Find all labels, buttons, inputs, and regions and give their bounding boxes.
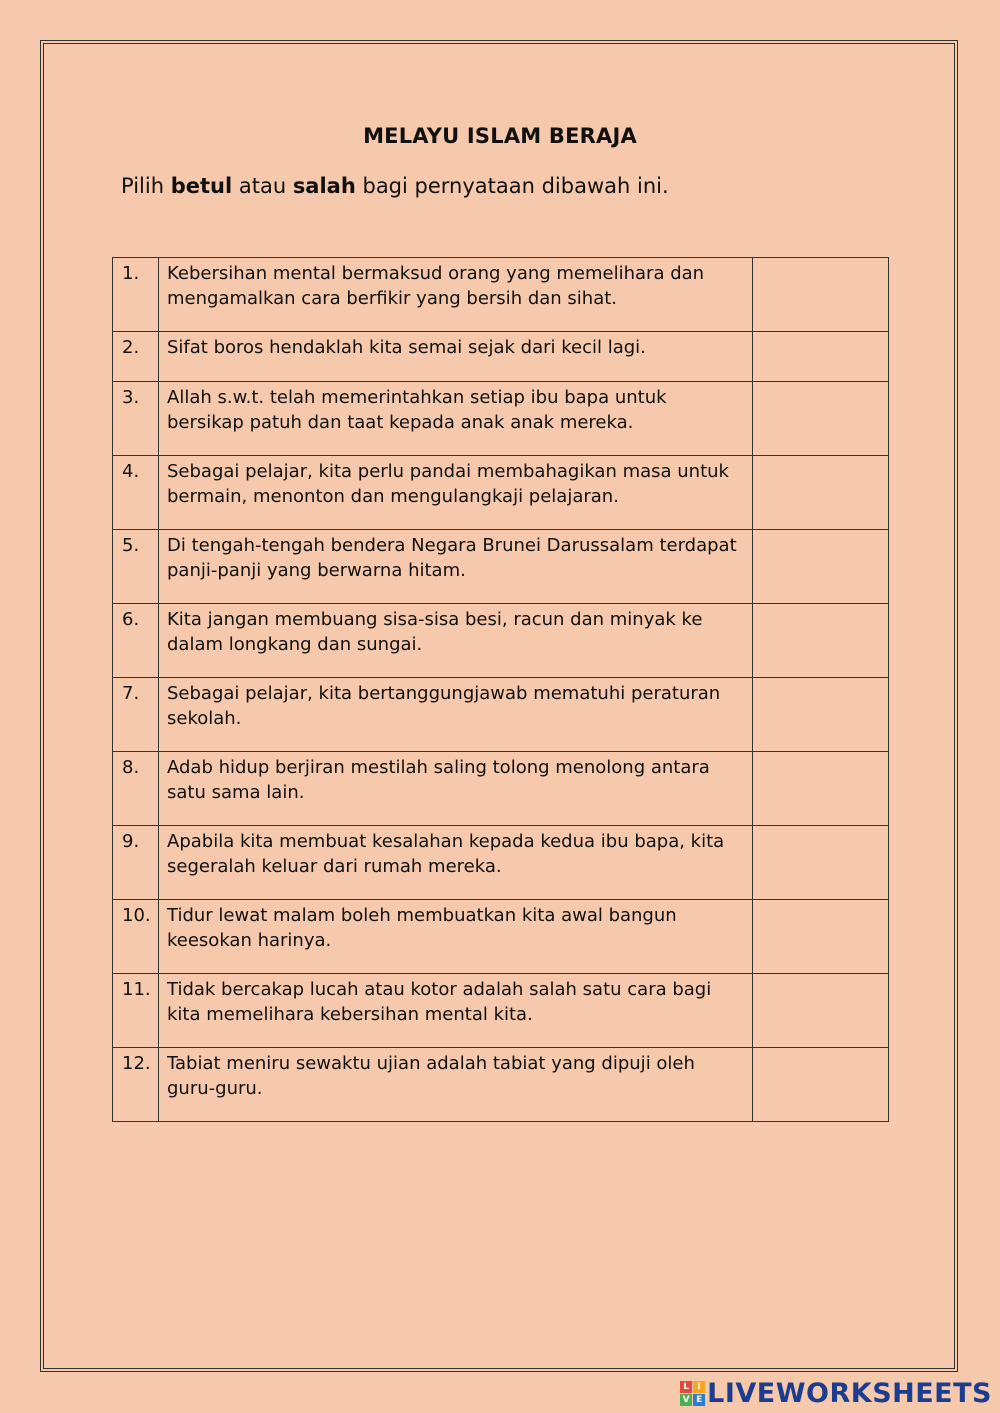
logo-mark-letter: L — [680, 1381, 692, 1393]
question-statement: Tabiat meniru sewaktu ujian adalah tabiat yang dipuji oleh guru-guru. — [159, 1048, 753, 1122]
answer-box[interactable] — [753, 1048, 889, 1122]
question-statement: Apabila kita membuat kesalahan kepada kedua ibu bapa, kita segeralah keluar dari rumah mereka. — [159, 826, 753, 900]
answer-box[interactable] — [753, 900, 889, 974]
instruction-prefix: Pilih — [121, 174, 171, 198]
question-row — [113, 678, 889, 752]
question-row — [113, 974, 889, 1048]
answer-box[interactable] — [753, 604, 889, 678]
logo-mark-letter: E — [693, 1394, 705, 1406]
instruction-middle: atau — [232, 174, 293, 198]
answer-box[interactable] — [753, 530, 889, 604]
question-row — [113, 332, 889, 382]
worksheet-title: MELAYU ISLAM BERAJA — [363, 124, 637, 148]
instruction-word-salah: salah — [292, 174, 356, 198]
answer-box[interactable] — [753, 678, 889, 752]
question-row — [113, 382, 889, 456]
answer-box[interactable] — [753, 974, 889, 1048]
question-number: 7. — [113, 678, 159, 752]
question-row — [113, 530, 889, 604]
liveworksheets-logo-mark — [680, 1381, 705, 1406]
question-statement: Adab hidup berjiran mestilah saling tolong menolong antara satu sama lain. — [159, 752, 753, 826]
question-number: 3. — [113, 382, 159, 456]
question-number: 9. — [113, 826, 159, 900]
question-number: 4. — [113, 456, 159, 530]
question-row — [113, 826, 889, 900]
question-statement: Tidur lewat malam boleh membuatkan kita awal bangun keesokan harinya. — [159, 900, 753, 974]
question-statement: Sifat boros hendaklah kita semai sejak dari kecil lagi. — [159, 332, 753, 382]
answer-box[interactable] — [753, 456, 889, 530]
question-number: 8. — [113, 752, 159, 826]
question-number: 11. — [113, 974, 159, 1048]
question-row — [113, 752, 889, 826]
questions-table — [112, 257, 889, 1122]
question-statement: Sebagai pelajar, kita bertanggungjawab mematuhi peraturan sekolah. — [159, 678, 753, 752]
question-number: 5. — [113, 530, 159, 604]
answer-box[interactable] — [753, 752, 889, 826]
question-number: 6. — [113, 604, 159, 678]
instruction-text — [121, 174, 669, 198]
question-statement: Kita jangan membuang sisa-sisa besi, racun dan minyak ke dalam longkang dan sungai. — [159, 604, 753, 678]
question-number: 12. — [113, 1048, 159, 1122]
instruction-suffix: bagi pernyataan dibawah ini. — [355, 174, 669, 198]
question-row — [113, 456, 889, 530]
question-row — [113, 604, 889, 678]
logo-mark-letter: V — [680, 1394, 692, 1406]
instruction-word-betul: betul — [170, 174, 233, 198]
question-statement: Kebersihan mental bermaksud orang yang memelihara dan mengamalkan cara berfikir yang bersih dan sihat. — [159, 258, 753, 332]
question-number: 10. — [113, 900, 159, 974]
question-row — [113, 1048, 889, 1122]
question-number: 1. — [113, 258, 159, 332]
question-number: 2. — [113, 332, 159, 382]
logo-mark-letter: I — [693, 1381, 705, 1393]
liveworksheets-logo-text: LIVEWORKSHEETS — [707, 1377, 992, 1409]
answer-box[interactable] — [753, 258, 889, 332]
answer-box[interactable] — [753, 826, 889, 900]
answer-box[interactable] — [753, 382, 889, 456]
liveworksheets-logo — [680, 1377, 992, 1409]
question-statement: Tidak bercakap lucah atau kotor adalah salah satu cara bagi kita memelihara kebersihan mental kita. — [159, 974, 753, 1048]
answer-box[interactable] — [753, 332, 889, 382]
question-statement: Sebagai pelajar, kita perlu pandai membahagikan masa untuk bermain, menonton dan mengulangkaji pelajaran. — [159, 456, 753, 530]
question-row — [113, 900, 889, 974]
question-statement: Allah s.w.t. telah memerintahkan setiap ibu bapa untuk bersikap patuh dan taat kepada anak anak mereka. — [159, 382, 753, 456]
question-statement: Di tengah-tengah bendera Negara Brunei Darussalam terdapat panji-panji yang berwarna hitam. — [159, 530, 753, 604]
question-row — [113, 258, 889, 332]
